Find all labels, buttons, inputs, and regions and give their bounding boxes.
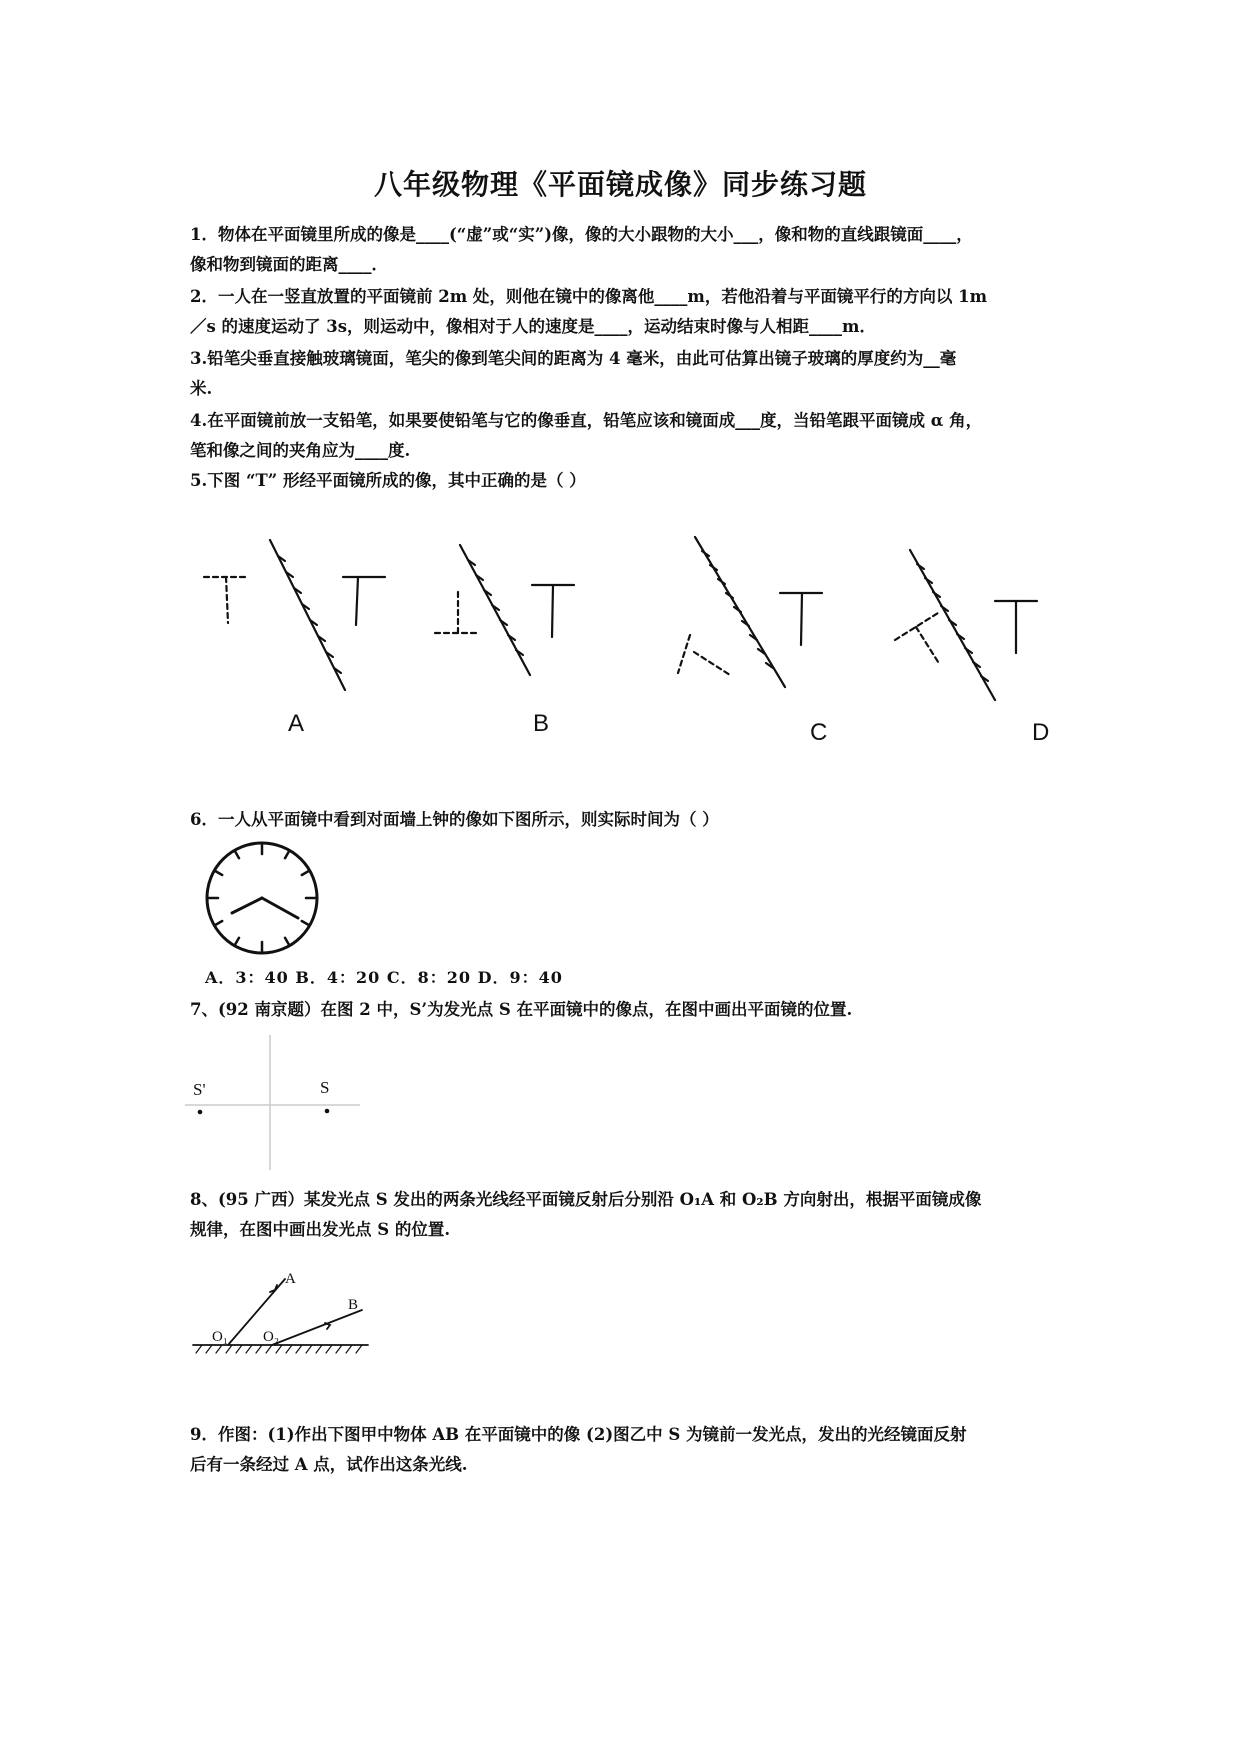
question-7-line-1: 7、(92 南京题）在图 2 中，S’为发光点 S 在平面镜中的像点，在图中画出平面镜的位置.: [190, 1000, 853, 1019]
option-d-object-t: [995, 601, 1037, 653]
arrow-o1-a: [270, 1285, 277, 1292]
q8-figure: [190, 1265, 380, 1375]
page-title: 八年级物理《平面镜成像》同步练习题: [373, 168, 867, 201]
option-c-diagram: [678, 537, 822, 687]
option-a-diagram: [204, 540, 385, 690]
question-3-line-2: 米.: [190, 379, 213, 398]
q6-clock-figure: [198, 840, 328, 960]
option-c-label: C: [810, 719, 828, 746]
a-label: A: [285, 1271, 296, 1287]
clock-image: [198, 840, 328, 960]
question-8-line-2: 规律，在图中画出发光点 S 的位置.: [190, 1220, 451, 1239]
q7-faint-axes: [185, 1035, 360, 1170]
question-2-line-2: ／s 的速度运动了 3s，则运动中，像相对于人的速度是____，运动结束时像与人相距____m．: [190, 317, 877, 336]
question-4-line-2: 笔和像之间的夹角应为____度.: [190, 441, 411, 460]
question-8-line-1: 8、(95 广西）某发光点 S 发出的两条光线经平面镜反射后分别沿 O₁A 和 O₂B 方向射出，根据平面镜成像: [190, 1190, 982, 1209]
option-b-label: B: [533, 710, 550, 737]
question-1-line-1: 1．物体在平面镜里所成的像是____(“虚”或“实”)像，像的大小跟物的大小___，像和物的直线跟镜面____，: [190, 225, 973, 244]
option-d-label: D: [1032, 719, 1050, 746]
s-prime-point: [198, 1110, 203, 1115]
option-b-object-t: [532, 585, 574, 637]
question-2-line-1: 2．一人在一竖直放置的平面镜前 2m 处，则他在镜中的像离他____m，若他沿着与平面镜平行的方向以 1m: [190, 287, 988, 306]
option-b-mirror: [460, 545, 530, 675]
option-a-image-t: [204, 577, 246, 623]
option-b-diagram: [435, 545, 574, 675]
option-d-image-t: [895, 613, 940, 665]
question-9-line-2: 后有一条经过 A 点，试作出这条光线.: [190, 1455, 468, 1474]
question-6: [190, 805, 1060, 835]
option-c-object-t: [780, 593, 822, 645]
question-8: [190, 1185, 1060, 1245]
s-prime-label: S': [193, 1080, 206, 1099]
clock-minute-hand: [262, 898, 298, 918]
q7-figure: [185, 1035, 365, 1175]
question-5: [190, 466, 1060, 496]
arrow-o2-b: [325, 1323, 330, 1329]
question-3: [190, 344, 1060, 404]
s-point: [325, 1109, 330, 1114]
b-label: B: [348, 1297, 359, 1313]
question-1: [190, 220, 1060, 280]
question-3-line-1: 3.铅笔尖垂直接触玻璃镜面，笔尖的像到笔尖间的距离为 4 毫米，由此可估算出镜子玻璃的厚度约为__毫: [190, 349, 957, 368]
q5-figure-svg: [190, 525, 1150, 750]
option-a-label: A: [288, 710, 305, 737]
option-c-image-t: [678, 635, 730, 675]
question-4-line-1: 4.在平面镜前放一支铅笔，如果要使铅笔与它的像垂直，铅笔应该和镜面成___度，当铅笔跟平面镜成 α 角，: [190, 411, 983, 430]
option-b-hatching: [468, 560, 523, 655]
q5-figure: [190, 525, 1150, 750]
option-a-hatching: [278, 556, 341, 673]
question-7: [190, 995, 1060, 1025]
s-label: S: [320, 1078, 330, 1097]
q7-figure-svg: [185, 1035, 365, 1175]
o1-label: O₁: [212, 1329, 229, 1345]
question-2: [190, 282, 1060, 342]
question-6-line-1: 6．一人从平面镜中看到对面墙上钟的像如下图所示，则实际时间为（ ）: [190, 810, 719, 829]
option-a-object-t: [343, 577, 385, 625]
question-1-line-2: 像和物到镜面的距离____．: [190, 255, 388, 274]
option-b-image-t: [435, 589, 476, 633]
q6-answer-options: A．3：40 B．4：20 C．8：20 D．9：40: [205, 968, 563, 987]
question-4: [190, 406, 1060, 466]
question-9: [190, 1420, 1060, 1480]
clock-hour-hand: [232, 898, 262, 913]
question-5-line-1: 5.下图 “T” 形经平面镜所成的像，其中正确的是（ ）: [190, 471, 586, 490]
o2-label: O₂: [263, 1329, 280, 1345]
q8-figure-svg: [190, 1265, 380, 1375]
ray-o2-b: [272, 1310, 362, 1345]
option-d-diagram: [895, 550, 1037, 700]
question-9-line-1: 9．作图：(1)作出下图甲中物体 AB 在平面镜中的像 (2)图乙中 S 为镜前一发光点，发出的光经镜面反射: [190, 1425, 967, 1444]
mirror-hatching: [196, 1345, 362, 1353]
